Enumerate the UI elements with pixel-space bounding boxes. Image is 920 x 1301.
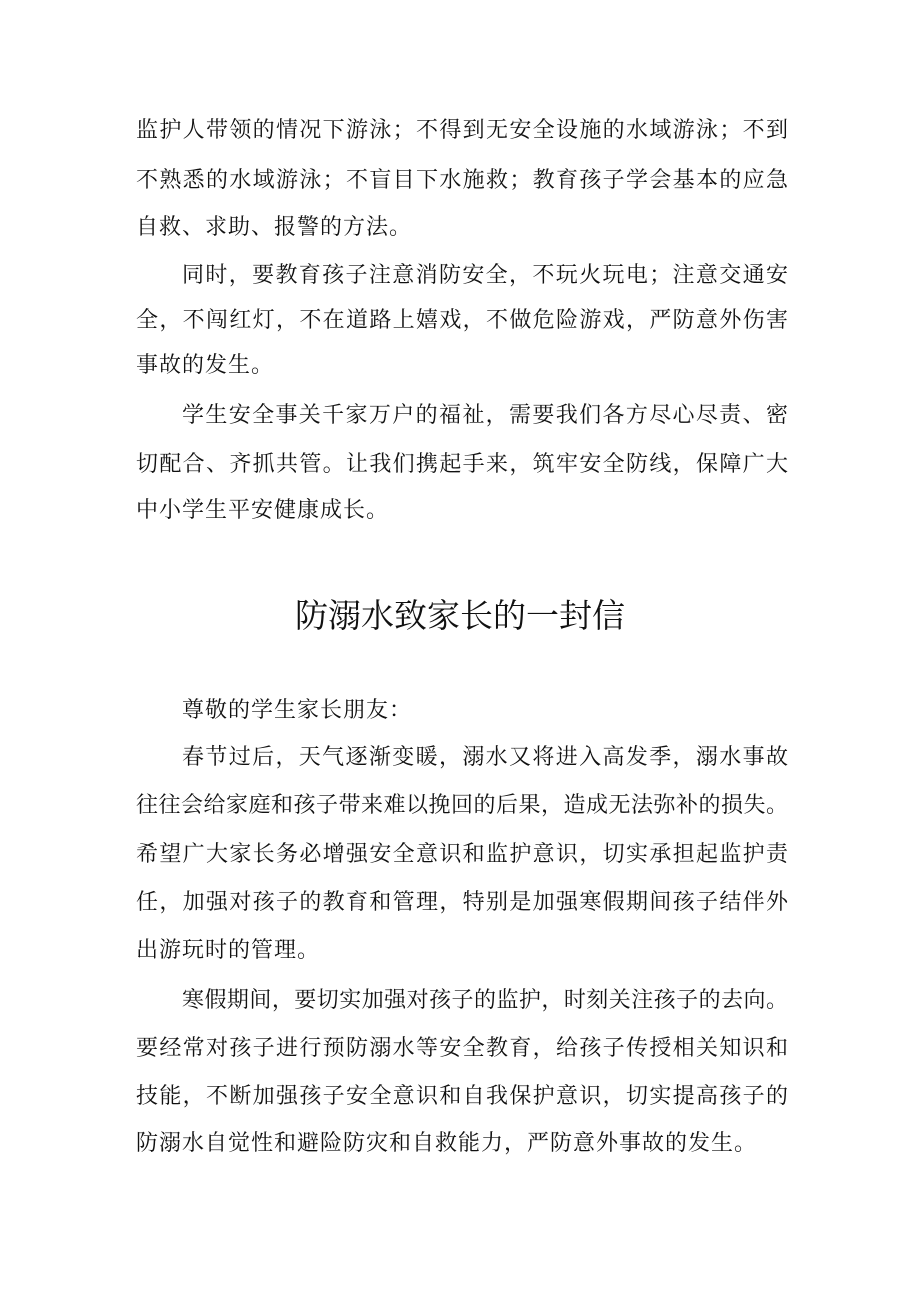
text-line: 出游玩时的管理。 xyxy=(136,938,321,963)
page-title: 防溺水致家长的一封信 xyxy=(295,596,625,635)
text-line: 切配合、齐抓共管。让我们携起手来，筑牢安全防线，保障广大 xyxy=(136,452,788,477)
text-line: 全，不闯红灯，不在道路上嬉戏，不做危险游戏，严防意外伤害 xyxy=(136,308,788,333)
text-line: 同时，要教育孩子注意消防安全，不玩火玩电；注意交通安 xyxy=(182,263,788,288)
text-line: 中小学生平安健康成长。 xyxy=(136,498,390,523)
text-line: 要经常对孩子进行预防溺水等安全教育，给孩子传授相关知识和 xyxy=(136,1036,788,1061)
text-line: 自救、求助、报警的方法。 xyxy=(136,215,413,240)
text-line: 往往会给家庭和孩子带来难以挽回的后果，造成无法弥补的损失。 xyxy=(136,793,788,818)
text-line: 寒假期间，要切实加强对孩子的监护，时刻关注孩子的去向。 xyxy=(182,988,788,1013)
text-line: 技能，不断加强孩子安全意识和自我保护意识，切实提高孩子的 xyxy=(136,1084,788,1109)
text-line: 春节过后，天气逐渐变暖，溺水又将进入高发季，溺水事故 xyxy=(182,745,788,770)
salutation: 尊敬的学生家长朋友： xyxy=(182,698,413,723)
text-line: 事故的发生。 xyxy=(136,353,275,378)
text-line: 学生安全事关千家万户的福祉，需要我们各方尽心尽责、密 xyxy=(182,403,788,428)
text-line: 希望广大家长务必增强安全意识和监护意识，切实承担起监护责 xyxy=(136,842,788,867)
text-line: 监护人带领的情况下游泳；不得到无安全设施的水域游泳；不到 xyxy=(136,118,788,143)
text-line: 防溺水自觉性和避险防灾和自救能力，严防意外事故的发生。 xyxy=(136,1131,758,1156)
text-line: 不熟悉的水域游泳；不盲目下水施救；教育孩子学会基本的应急 xyxy=(136,168,788,193)
text-line: 任，加强对孩子的教育和管理，特别是加强寒假期间孩子结伴外 xyxy=(136,890,788,915)
